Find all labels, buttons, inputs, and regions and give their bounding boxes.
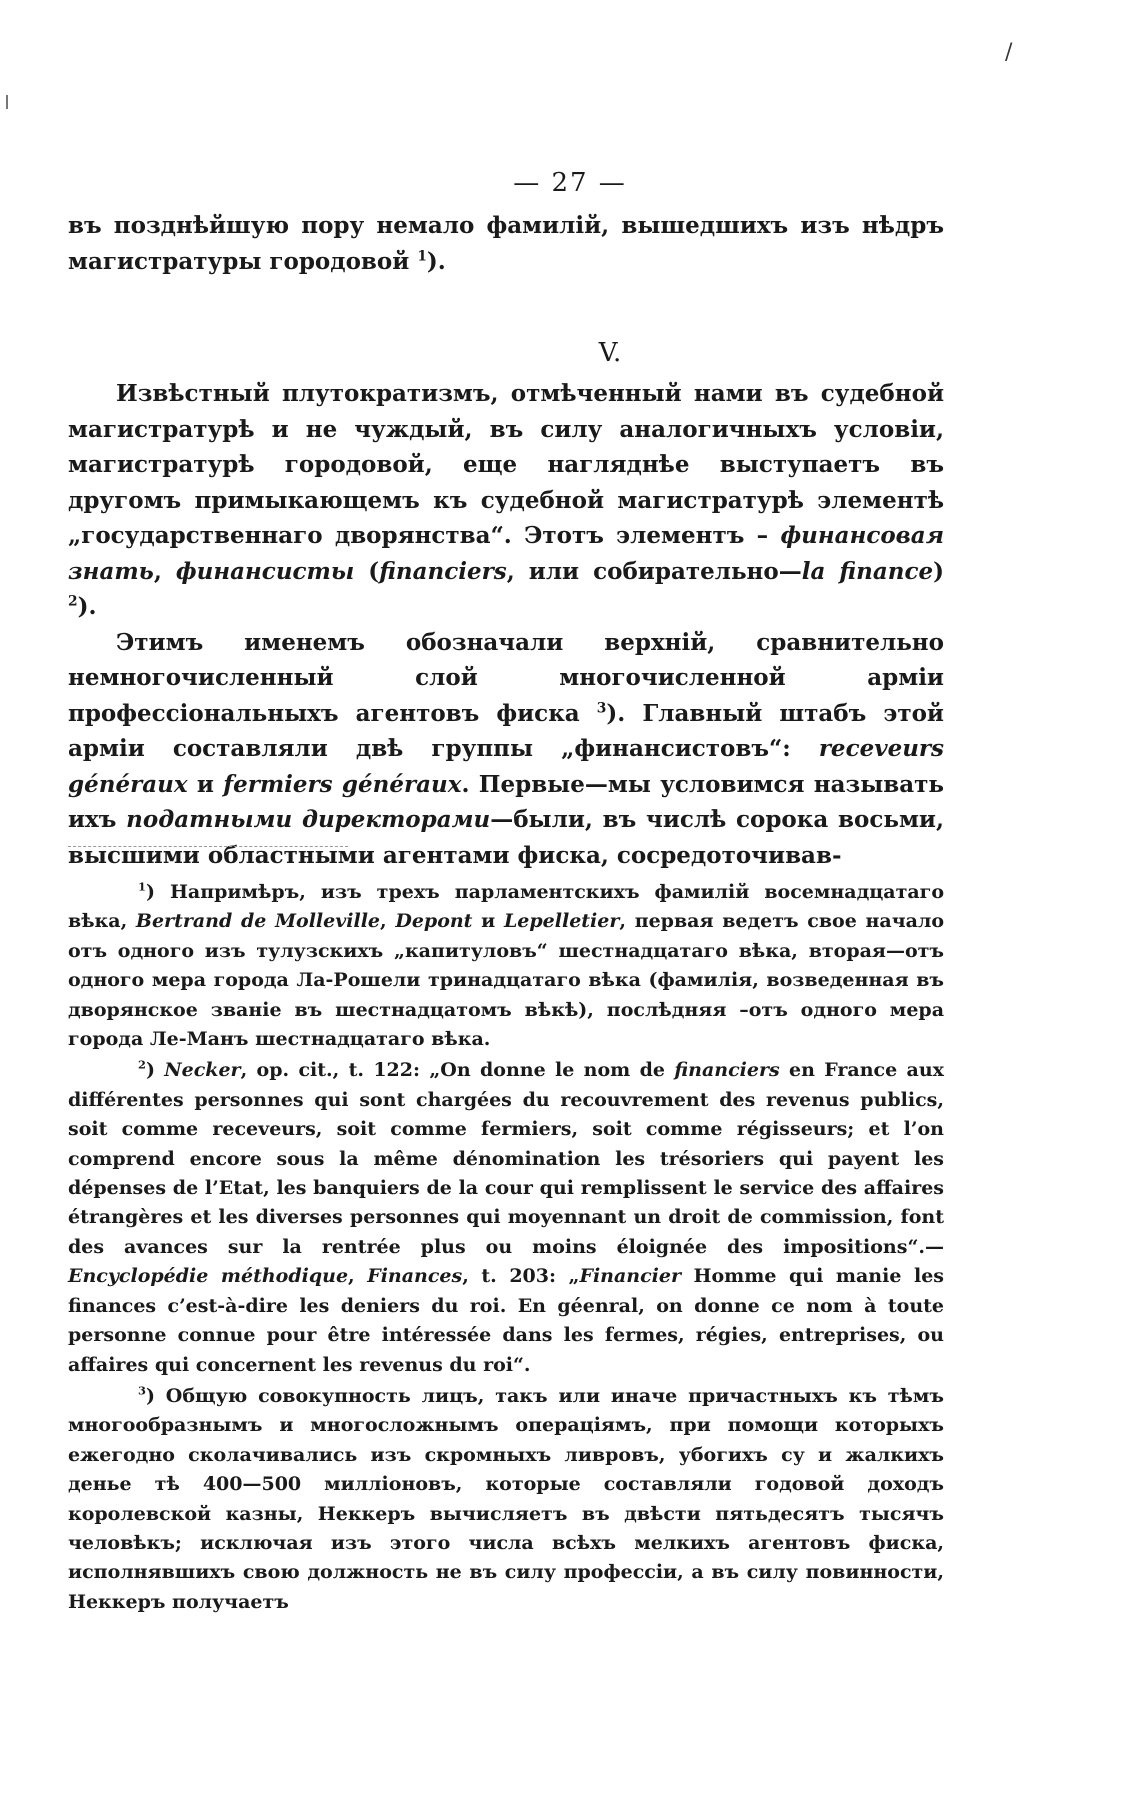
fn1-text-4: , первая ведетъ свое начало отъ одного изъ тулузскихъ „капитуловъ“ шестнадцатаго вѣка, вторая—отъ одного мера города Ла-Рошели тринадцатаго вѣка (фамилія, возведенная въ дворянское званіе въ шестнадцатомъ вѣкѣ), послѣдняя –отъ одного мера города Ле-Манъ шестнадцатаго вѣка. bbox=[68, 910, 945, 1051]
corner-pencil-mark: / bbox=[1005, 40, 1013, 65]
p2-text-4: . Первые—мы условимся называть ихъ bbox=[68, 770, 945, 833]
footnote-ref-3: 3 bbox=[596, 699, 607, 716]
fn2-text-2: , op. cit., t. 122: „On donne le nom de bbox=[240, 1059, 675, 1082]
footnote-3-marker: 3 bbox=[138, 1383, 146, 1398]
continuation-text: въ позднѣйшую пору немало фамилій, вышедшихъ изъ нѣдръ магистратуры городовой bbox=[68, 212, 944, 275]
p1-text-4: , или собирательно— bbox=[506, 557, 802, 585]
fn2-text-3: en France aux différentes personnes qui sont chargées du recouvrement des revenus publics, soit comme receveurs, soit comme fermiers, soit comme régisseurs; et l’on comprend encore sous la même dénomination les trésoriers qui payent les dépenses de l’Etat, les banquiers de la cour qui remplissent le service des affaires étrangères et les diverses personnes qui moyennant un droit de commission, font des avances sur la rentrée plus ou moins éloignée des impositions“.— bbox=[68, 1059, 944, 1258]
p2-italic-3: податными директорами bbox=[126, 806, 491, 833]
fn2-italic-1: Necker bbox=[164, 1059, 241, 1082]
fn2-text-6: Homme qui manie les finances c’est-à-dire les deniers du roi. En géenral, on donne ce nom à toute personne connue pour être intéressée dans les fermes, régies, entreprises, ou affaires qui concernent les revenus du roi“. bbox=[68, 1265, 944, 1376]
p1-text-1: Извѣстный плутократизмъ, отмѣченный нами въ судебной магистратурѣ и не чуждый, въ силу аналогичныхъ условіи, магистратурѣ городовой, еще нагляднѣе выступаетъ въ другомъ примыкающемъ къ судебной магистратурѣ элементѣ „государственнаго дворянства“. Этотъ элементъ – bbox=[68, 380, 944, 549]
fn1-text-1: ) Напримѣръ, изъ трехъ парламентскихъ фамилій восемнадцатаго вѣка, bbox=[68, 881, 944, 933]
footnote-ref-1: 1 bbox=[417, 247, 427, 264]
fn2-text-5: , t. 203: „ bbox=[462, 1265, 580, 1288]
p1-italic-4: la finance bbox=[801, 557, 934, 585]
p1-text-3: ( bbox=[354, 557, 380, 585]
page-number: — 27 — bbox=[513, 168, 627, 198]
continuation-paragraph bbox=[68, 208, 944, 279]
p1-text-6: ). bbox=[77, 593, 97, 620]
p1-text-2: , bbox=[153, 557, 176, 585]
fn2-italic-4: Finances bbox=[367, 1265, 463, 1288]
paragraph-financiers bbox=[68, 625, 944, 874]
section-heading: V. bbox=[598, 338, 622, 368]
continuation-tail: ). bbox=[426, 247, 446, 275]
fn1-italic-1: Bertrand de Molleville bbox=[135, 910, 381, 933]
p1-italic-2: финансисты bbox=[175, 557, 355, 585]
footnote-ref-2: 2 bbox=[68, 593, 78, 610]
fn2-italic-5: Financier bbox=[579, 1265, 681, 1288]
p1-italic-3: financiers bbox=[379, 557, 507, 585]
footnote-1 bbox=[68, 878, 944, 1054]
fn3-text-1: ) Общую совокупность лицъ, такъ или иначе причастныхъ къ тѣмъ многообразнымъ и многосложнымъ операціямъ, при помощи которыхъ ежегодно сколачивались изъ скромныхъ ливровъ, убогихъ су и жалкихъ денье тѣ 400—500 милліоновъ, которые составляли годовой доходъ королевской казны, Неккеръ вычисляетъ въ двѣсти пятьдесятъ тысячъ человѣкъ; исключая изъ этого числа всѣхъ мелкихъ агентовъ фиска, исполнявшихъ свою должность не въ силу профессіи, а въ силу повинности, Неккеръ получаетъ bbox=[68, 1384, 944, 1613]
margin-tick bbox=[6, 95, 8, 109]
p2-text-3: и bbox=[187, 770, 224, 798]
p2-text-5: —были, въ числѣ сорока восьми, высшими областными агентами фиска, сосредоточивав- bbox=[68, 806, 945, 869]
p2-italic-1: receveurs généraux bbox=[68, 735, 944, 798]
footnotes bbox=[68, 878, 944, 1619]
fn1-italic-2: Depont bbox=[395, 910, 473, 933]
fn2-text-4: , bbox=[348, 1265, 368, 1288]
p1-text-5: ) bbox=[933, 557, 945, 585]
fn2-text-1: ) bbox=[145, 1059, 165, 1082]
p2-text-1: Этимъ именемъ обозначали верхній, сравнительно немногочисленный слой многочисленной арміи профессіональныхъ агентовъ фиска bbox=[68, 628, 944, 727]
fn1-text-3: и bbox=[472, 910, 504, 933]
footnote-2-marker: 2 bbox=[138, 1058, 146, 1073]
main-text bbox=[68, 376, 944, 873]
paragraph-plutocratism bbox=[68, 376, 944, 625]
fn2-italic-3: Encyclopédie méthodique bbox=[68, 1265, 349, 1288]
p1-italic-1: финансовая знать bbox=[68, 522, 944, 585]
fn1-text-2: , bbox=[380, 910, 396, 933]
footnote-1-marker: 1 bbox=[138, 879, 146, 894]
footnote-2 bbox=[68, 1056, 944, 1379]
p2-text-2: ). Главный штабъ этой арміи составляли двѣ группы „финансистовъ“: bbox=[68, 699, 944, 762]
footnote-3 bbox=[68, 1382, 944, 1617]
fn1-italic-3: Lepelletier bbox=[503, 910, 620, 933]
p2-italic-2: fermiers généraux bbox=[223, 770, 462, 798]
footnote-separator bbox=[68, 846, 348, 847]
fn2-italic-2: financiers bbox=[674, 1059, 780, 1082]
